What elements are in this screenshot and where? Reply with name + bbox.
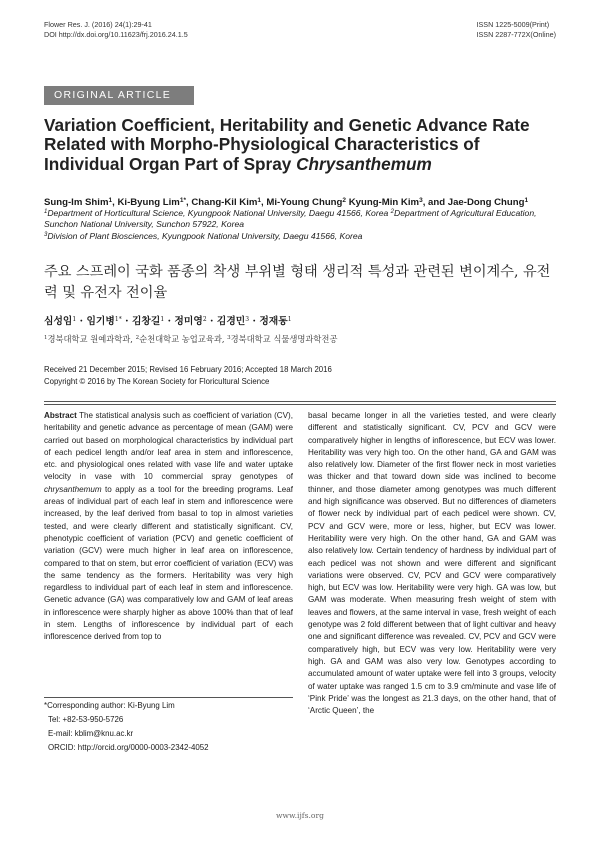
paper-title-main: Variation Coefficient, Heritability and Genetic Advance Rate Related with Morpho-Physiological Characteristics of Individual Organ Part of Spray (44, 115, 530, 174)
author-affil-mark: 3 (419, 197, 423, 204)
author-name: Chang-Kil Kim (191, 197, 258, 208)
abstract-italic-term: chrysanthemum (44, 484, 102, 494)
issn-online: ISSN 2287-772X(Online) (476, 29, 556, 39)
author-name: Sung-Im Shim (44, 197, 109, 208)
author-separator: · (206, 316, 217, 327)
affiliation-3: Division of Plant Biosciences, Kyungpook National University, Daegu 41566, Korea (47, 231, 363, 242)
affil-mark: 2 (390, 209, 394, 215)
korean-author-mark: 1* (114, 316, 122, 323)
author-affil-mark: 1* (179, 197, 186, 204)
korean-author-list (44, 314, 564, 328)
korean-author-name: 임기병 (86, 316, 115, 327)
korean-author-name: 정미영 (174, 316, 203, 327)
journal-citation: Flower Res. J. (2016) 24(1):29-41 (44, 20, 152, 29)
divider-rule (44, 404, 556, 405)
korean-affiliations (44, 333, 564, 344)
korean-affil-mark: 2 (135, 335, 140, 341)
author-separator: · (249, 316, 260, 327)
korean-affil-mark: 1 (44, 335, 48, 341)
footnote-rule (44, 697, 293, 698)
running-header-left (44, 20, 188, 39)
korean-author-name: 심성임 (44, 316, 73, 327)
affil-mark: 1 (44, 209, 48, 215)
korean-author-mark: 1 (160, 316, 165, 323)
affiliation-2: Department of Agricultural Education, Sunchon National University, Sunchon 57922, Korea (44, 208, 537, 230)
author-name: Ki-Byung Lim (117, 197, 180, 208)
footer-url[interactable]: www.ijfs.org (276, 811, 324, 820)
paper-title-italic: Chrysanthemum (296, 153, 432, 174)
korean-author-mark: 3 (245, 316, 250, 323)
korean-author-mark: 1 (72, 316, 77, 323)
korean-affil-mark: 3 (227, 335, 231, 341)
author-separator: · (76, 316, 87, 327)
running-header-right (476, 20, 556, 39)
author-affil-mark: 1 (108, 197, 113, 204)
article-type-badge: ORIGINAL ARTICLE (44, 86, 194, 105)
affiliations (44, 207, 564, 243)
author-list: Sung-Im Shim$^1$, Ki-Byung Lim$^{1*}$, Chang-Kil Kim$^1$, Mi-Young Chung$^2$ Kyung-Min Kim$^3$, and Jae-Dong Chung$^1$ (44, 197, 529, 208)
corresponding-author-note (44, 699, 293, 755)
korean-author-name: 김경민 (216, 316, 246, 327)
doi-link[interactable]: DOI http://dx.doi.org/10.11623/frj.2016.24.1.5 (44, 29, 188, 39)
abstract-text: to apply as a tool for the breeding programs. Leaf areas of individual part of each leaf in stem and inflorescence were increased, by the leaf derived from basal to top in almost varieties tested, and were clearly different and statistically significant. CV, phenotypic coefficient of variation (PCV) and genetic coefficient of variation (GCV) were much higher in leaf area on inflorescence, compared to that on stem, but error coefficient of variation (ECV) was the same tendency as the formers. Heritability was very high regardless to individual part of each leaf in stem and inflorescence. Genetic advance (GA) was comparatively low and GAM of leaf areas in inflorescence were sharply higher as above 100% than that of leaf in stem. Lengths of inflorescence by individual part of each inflorescence derived from top to (44, 484, 293, 642)
issn-print: ISSN 1225-5009(Print) (476, 20, 550, 29)
copyright-notice: Copyright © 2016 by The Korean Society for Floricultural Science (44, 377, 270, 387)
author-name: Kyung-Min Kim (348, 197, 420, 208)
author-affil-mark: 1 (524, 197, 529, 204)
paper-title (44, 116, 564, 174)
divider-rule (44, 401, 556, 402)
affil-mark: 3 (44, 232, 48, 239)
abstract-text: The statistical analysis such as coefficient of variation (CV), heritability and genetic advance as percentage of mean (GAM) were carried out based on morphological characteristics by individual part of each pedicel length and/or leaf area in stem and inflorescence, etc. and physiological ones related with vase life and water uptake velocity in vase with 10 commercial spray genotypes of (44, 411, 293, 482)
korean-affiliation-3: 경북대학교 식물생명과학전공 (230, 334, 338, 344)
abstract-column-left (44, 410, 293, 644)
corresponding-orcid[interactable]: ORCID: http://orcid.org/0000-0003-2342-4052 (48, 743, 209, 752)
abstract-label: Abstract (44, 411, 77, 420)
corresponding-email[interactable]: E-mail: kblim@knu.ac.kr (48, 729, 134, 738)
affiliation-1: Department of Horticultural Science, Kyungpook National University, Daegu 41566, Korea (47, 208, 389, 218)
corresponding-author: *Corresponding author: Ki-Byung Lim (44, 701, 175, 710)
author-separator: · (164, 316, 175, 327)
korean-author-mark: 1 (287, 316, 292, 323)
korean-title: 주요 스프레이 국화 품종의 착생 부위별 형태 생리적 특성과 관련된 변이계수, 유전력 및 유전자 전이율 (44, 264, 551, 301)
korean-author-mark: 2 (202, 316, 207, 323)
korean-affiliation-2: 순천대학교 농업교육과, (139, 334, 228, 344)
author-name: Mi-Young Chung (266, 197, 343, 208)
korean-affiliation-1: 경북대학교 원예과학과, (47, 334, 136, 344)
korean-author-name: 정재동 (259, 316, 288, 327)
author-affil-mark: 1 (257, 197, 262, 204)
article-history (44, 364, 564, 388)
corresponding-tel: Tel: +82-53-950-5726 (48, 715, 124, 724)
received-dates: Received 21 December 2015; Revised 16 February 2016; Accepted 18 March 2016 (44, 365, 332, 374)
author-affil-mark: 2 (342, 197, 347, 204)
author-name: and Jae-Dong Chung (428, 197, 525, 208)
author-separator: · (121, 316, 132, 327)
abstract-column-right: basal became longer in all the varieties tested, and were clearly different and statistically significant. CV, PCV and GCV were comparatively higher in lengths of inflorescence, but ECV was lower. Heritability was very high too. On the other hand, GA and GAM was also relatively low. Diameter of the first flower neck in most varieties was thicker and that toward down side was inclined to become thinner, and those diameter among genotypes was much different and high significance was observed. But no differences of diameters of flower neck by individual part of each pedicel were shown. CV, PCV and GCV were, more or less, higher, but ECV was lower. Heritability were very high. On the other hand, GA and GAM was also relatively low. Certain tendency of hardness by individual part of each pedicel was not shown and were different and significant variations were observed. CV, PCV and GCV were comparatively high, but ECV was low. Heritability were very high. GA was low, but GAM was moderate. When measuring fresh weight of stem with leaves and flowers, at the same interval in vase, fresh weight of each genotype was 2 fold different between that of light cultivar and heavy one and significant difference was revealed. CV, PCV and GCV were comparatively high, but ECV was very low. Heritability were very high. GA and GAM was also very low. Genotypes according to accumulated amount of water uptake were fell into 3 groups, velocity of water uptake was ranged 1.5 cm to 3.9 cm/minute and vase life of ‘Pink Pride’ was the longest as 21.3 days, on the other hand, that of ‘Arctic Queen’, the (308, 411, 556, 716)
korean-author-name: 김창길 (131, 316, 161, 327)
